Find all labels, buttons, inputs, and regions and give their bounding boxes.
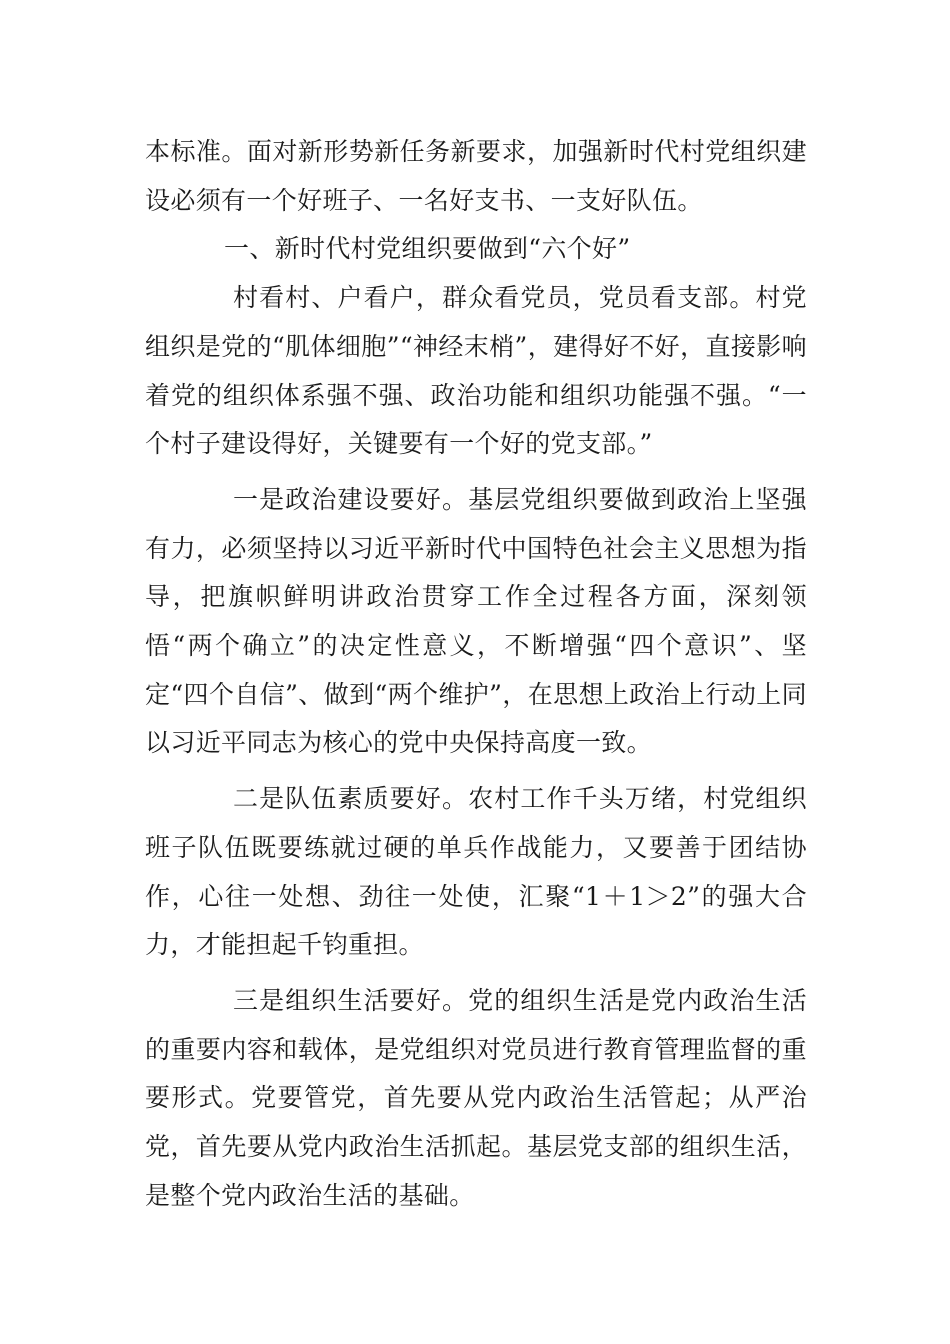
paragraph-team-quality: 二是队伍素质要好。农村工作千头万绪，村党组织班子队伍既要练就过硬的单兵作战能力，又要善于团结协作，心往一处想、劲往一处使，汇聚“1＋1＞2”的强大合力，才能担起千钧重担。: [145, 784, 807, 960]
paragraph-political-construction: 一是政治建设要好。基层党组织要做到政治上坚强有力，必须坚持以习近平新时代中国特色社会主义思想为指导，把旗帜鲜明讲政治贯穿工作全过程各方面，深刻领悟“两个确立”的决定性意义，不断增强“四个意识”、坚定“四个自信”、做到“两个维护”，在思想上政治上行动上同以习近平同志为核心的党中央保持高度一致。: [145, 484, 807, 758]
section-heading: 一、新时代村党组织要做到“六个好”: [224, 234, 631, 264]
paragraph-intro-continued: 本标准。面对新形势新任务新要求，加强新时代村党组织建设必须有一个好班子、一名好支书、一支好队伍。: [145, 137, 807, 215]
document-body: [145, 128, 807, 1220]
paragraph-organization-life: 三是组织生活要好。党的组织生活是党内政治生活的重要内容和载体，是党组织对党员进行教育管理监督的重要形式。党要管党，首先要从党内政治生活管起；从严治党，首先要从党内政治生活抓起。基层党支部的组织生活，是整个党内政治生活的基础。: [145, 985, 807, 1210]
paragraph-overview: 村看村、户看户，群众看党员，党员看支部。村党组织是党的“肌体细胞”“神经末梢”，建得好不好，直接影响着党的组织体系强不强、政治功能和组织功能强不强。“一个村子建设得好，关键要有一个好的党支部。”: [145, 283, 807, 459]
